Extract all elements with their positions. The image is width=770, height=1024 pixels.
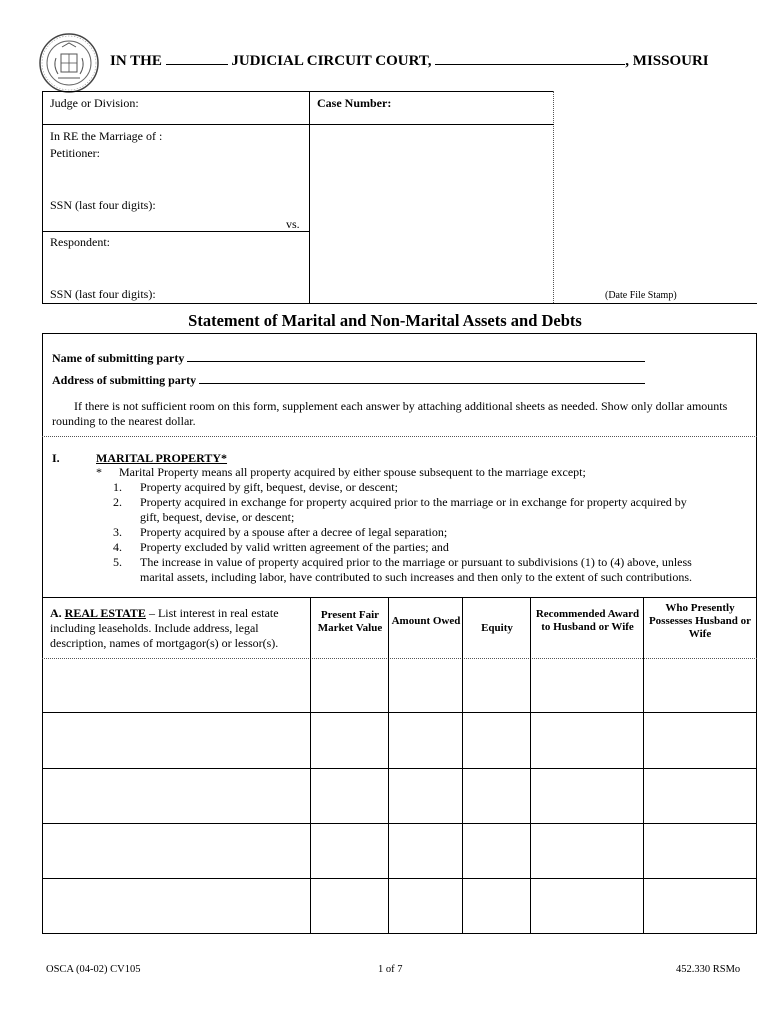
- who-possesses-cell[interactable]: [645, 660, 755, 711]
- form-right-border: [756, 333, 757, 934]
- instructions-text: If there is not sufficient room on this form, supplement each answer by attaching additional sheets as needed. Show only dollar amounts rounding to the nearest dollar.: [52, 399, 728, 428]
- respondent-label: Respondent:: [50, 235, 110, 249]
- amount-owed-cell[interactable]: [390, 714, 461, 767]
- caption-vs-divider: [42, 231, 310, 232]
- fair-value-cell[interactable]: [312, 660, 387, 711]
- asterisk-mark: *: [96, 465, 102, 479]
- state-seal: [38, 32, 100, 94]
- row-divider: [42, 712, 757, 713]
- in-the-label: IN THE: [110, 53, 162, 69]
- real-estate-desc: description, names of mortgagor(s) or lessor(s).: [50, 636, 279, 650]
- who-possesses-cell[interactable]: [645, 825, 755, 877]
- col-divider: [643, 597, 644, 934]
- section-a-label: A.: [50, 606, 62, 620]
- who-possesses-cell[interactable]: [645, 880, 755, 932]
- petitioner-field[interactable]: [50, 162, 300, 192]
- marital-definition: Marital Property means all property acquired by either spouse subsequent to the marriage except;: [119, 465, 586, 479]
- list-item: 1. Property acquired by gift, bequest, devise, or descent;: [113, 480, 398, 494]
- row-divider: [42, 823, 757, 824]
- amount-owed-cell[interactable]: [390, 825, 461, 877]
- name-field[interactable]: [187, 350, 645, 362]
- col-header-who-possesses: Who Presently Possesses Husband or Wife: [648, 602, 752, 640]
- recommended-cell[interactable]: [532, 825, 642, 877]
- real-estate-title: REAL ESTATE: [64, 606, 146, 620]
- list-item: 5. The increase in value of property acquired prior to the marriage or pursuant to subdivisions (1) to (4) above, unless: [113, 555, 692, 569]
- real-estate-desc: – List interest in real estate: [145, 606, 279, 620]
- fair-value-cell[interactable]: [312, 770, 387, 822]
- amount-owed-cell[interactable]: [390, 880, 461, 932]
- recommended-cell[interactable]: [532, 880, 642, 932]
- amount-owed-cell[interactable]: [390, 770, 461, 822]
- petitioner-label: Petitioner:: [50, 146, 100, 160]
- fair-value-cell[interactable]: [312, 825, 387, 877]
- col-header-fair-value: Present Fair Market Value: [317, 609, 383, 634]
- list-item: 2. Property acquired in exchange for property acquired prior to the marriage or in exchange for property acquired by: [113, 495, 687, 509]
- col-divider: [530, 597, 531, 934]
- section-heading: MARITAL PROPERTY*: [96, 451, 228, 465]
- equity-cell[interactable]: [464, 714, 529, 767]
- seal-icon: [38, 32, 100, 94]
- list-item: 4. Property excluded by valid written agreement of the parties; and: [113, 540, 449, 554]
- recommended-cell[interactable]: [532, 714, 642, 767]
- circuit-number-field[interactable]: [166, 53, 228, 65]
- county-field[interactable]: [435, 53, 625, 65]
- list-item: gift, bequest, devise, or descent;: [140, 510, 295, 524]
- recommended-cell[interactable]: [532, 660, 642, 711]
- address-field[interactable]: [199, 372, 645, 384]
- address-label: Address of submitting party: [52, 373, 197, 387]
- form-left-border: [42, 333, 43, 934]
- equity-cell[interactable]: [464, 825, 529, 877]
- equity-cell[interactable]: [464, 770, 529, 822]
- col-divider: [310, 597, 311, 934]
- date-stamp-label: (Date File Stamp): [605, 290, 677, 301]
- real-estate-desc: including leaseholds. Include address, legal: [50, 621, 259, 635]
- col-divider: [388, 597, 389, 934]
- party-top-border: [42, 333, 757, 334]
- description-cell[interactable]: [44, 770, 309, 822]
- who-possesses-cell[interactable]: [645, 714, 755, 767]
- case-number-field[interactable]: [400, 94, 545, 112]
- statute-reference: 452.330 RSMo: [676, 964, 741, 975]
- page-number: 1 of 7: [378, 964, 403, 975]
- section-numeral: I.: [52, 451, 60, 465]
- in-re-label: In RE the Marriage of :: [50, 129, 163, 143]
- equity-cell[interactable]: [464, 660, 529, 711]
- form-id: OSCA (04-02) CV105: [46, 964, 141, 975]
- recommended-cell[interactable]: [532, 770, 642, 822]
- list-item: 3. Property acquired by a spouse after a decree of legal separation;: [113, 525, 448, 539]
- caption-top-border: [42, 91, 554, 92]
- state-label: , MISSOURI: [625, 53, 709, 69]
- list-item: marital assets, including labor, have contributed to such increases and then only to the extent of such contributions.: [140, 570, 693, 584]
- exceptions-list: [113, 480, 733, 585]
- real-estate-header: [50, 606, 308, 651]
- amount-owed-cell[interactable]: [390, 660, 461, 711]
- party-bottom-border: [42, 436, 757, 437]
- date-file-stamp-area[interactable]: [312, 128, 550, 286]
- page-title: Statement of Marital and Non-Marital Assets and Debts: [188, 311, 582, 330]
- caption-mid-border: [309, 91, 310, 303]
- court-label: JUDICIAL CIRCUIT COURT,: [231, 53, 432, 69]
- respondent-field[interactable]: [50, 252, 300, 282]
- case-number-label: Case Number:: [317, 96, 392, 110]
- address-submitting-party: [52, 372, 645, 388]
- equity-cell[interactable]: [464, 880, 529, 932]
- caption-right-border: [553, 91, 554, 303]
- judge-field[interactable]: [150, 94, 300, 112]
- name-submitting-party: [52, 350, 645, 366]
- name-label: Name of submitting party: [52, 351, 185, 365]
- caption-bottom-border: [42, 303, 757, 304]
- col-header-equity: Equity: [481, 622, 513, 634]
- description-cell[interactable]: [44, 714, 309, 767]
- description-cell[interactable]: [44, 660, 309, 711]
- row-divider: [42, 768, 757, 769]
- judge-label: Judge or Division:: [50, 96, 139, 110]
- ssn-petitioner-label: SSN (last four digits):: [50, 198, 156, 212]
- who-possesses-cell[interactable]: [645, 770, 755, 822]
- col-divider: [462, 597, 463, 934]
- ssn-respondent-label: SSN (last four digits):: [50, 287, 156, 301]
- vs-label: vs.: [286, 217, 300, 231]
- court-heading: [110, 53, 709, 70]
- description-cell[interactable]: [44, 880, 309, 932]
- description-cell[interactable]: [44, 825, 309, 877]
- fair-value-cell[interactable]: [312, 880, 387, 932]
- table-top-border: [42, 597, 757, 598]
- row-divider: [42, 878, 757, 879]
- col-header-amount-owed: Amount Owed: [391, 615, 461, 627]
- caption-divider: [42, 124, 554, 125]
- col-header-recommended: Recommended Award to Husband or Wife: [535, 608, 640, 633]
- table-bottom-border: [42, 933, 757, 934]
- caption-left-border: [42, 91, 43, 303]
- fair-value-cell[interactable]: [312, 714, 387, 767]
- table-header-bottom: [42, 658, 757, 659]
